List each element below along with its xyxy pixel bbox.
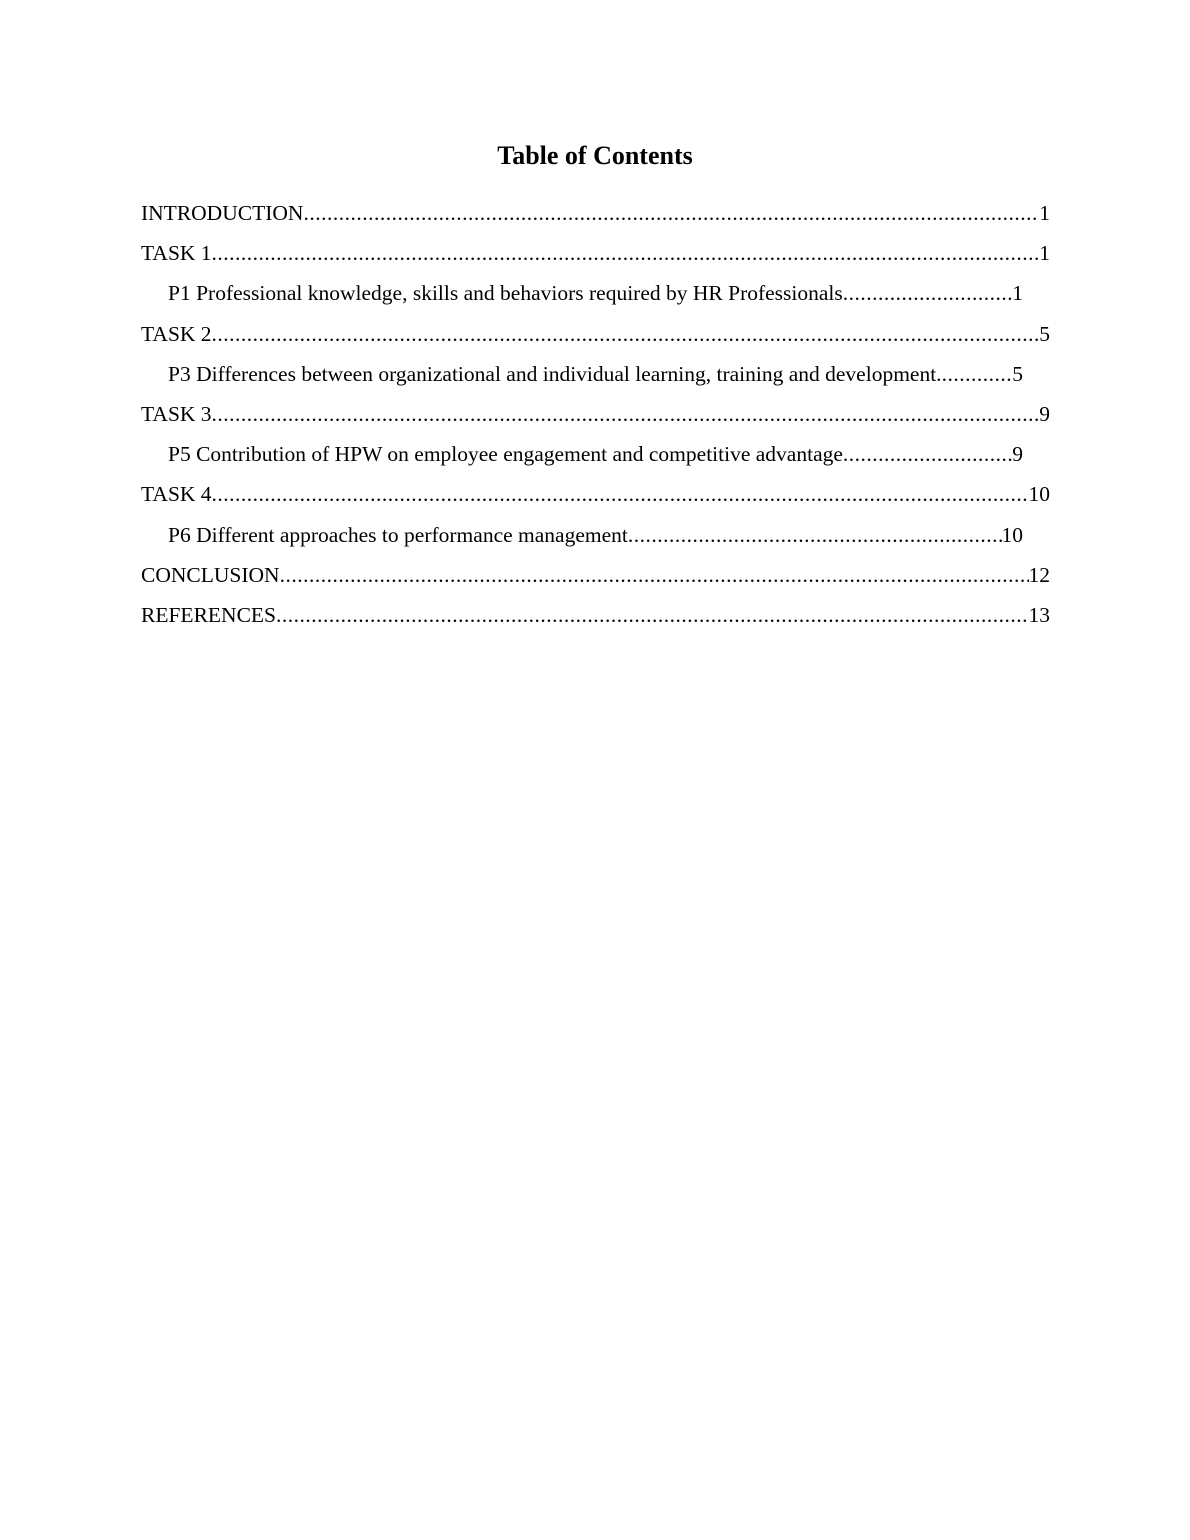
toc-dot-leader bbox=[276, 599, 1029, 631]
toc-entry-p1[interactable] bbox=[168, 277, 1023, 317]
toc-dot-leader bbox=[628, 519, 1002, 551]
toc-entry-label: TASK 1 bbox=[141, 241, 212, 266]
toc-entry-label: REFERENCES bbox=[141, 602, 276, 627]
toc-entry-task-2[interactable] bbox=[141, 318, 1050, 358]
toc-page-number: 9 bbox=[1012, 442, 1023, 467]
toc-dot-leader bbox=[212, 478, 1029, 510]
toc-entry-p6[interactable] bbox=[168, 519, 1023, 559]
toc-dot-leader bbox=[843, 277, 1012, 309]
toc-entry-label: TASK 2 bbox=[141, 321, 212, 346]
toc-entry-task-4[interactable] bbox=[141, 478, 1050, 518]
toc-dot-leader bbox=[212, 398, 1040, 430]
toc-entry-references[interactable] bbox=[141, 599, 1050, 639]
toc-entry-label: CONCLUSION bbox=[141, 562, 280, 587]
toc-dot-leader bbox=[212, 318, 1040, 350]
toc-dot-leader bbox=[942, 358, 1013, 390]
toc-list bbox=[141, 197, 1050, 639]
toc-entry-label: P1 Professional knowledge, skills and behaviors required by HR Professionals bbox=[168, 281, 843, 306]
toc-entry-introduction[interactable] bbox=[141, 197, 1050, 237]
toc-page-number: 1 bbox=[1039, 201, 1050, 225]
toc-dot-leader bbox=[303, 197, 1039, 229]
toc-entry-p5[interactable] bbox=[168, 438, 1023, 478]
toc-entry-p3[interactable] bbox=[168, 358, 1023, 398]
toc-page-number: 5 bbox=[1012, 361, 1023, 386]
toc-entry-label: INTRODUCTION bbox=[141, 201, 304, 225]
toc-dot-leader bbox=[280, 559, 1029, 591]
toc-entry-label: P6 Different approaches to performance management bbox=[168, 522, 628, 547]
toc-title: Table of Contents bbox=[497, 141, 693, 170]
toc-entry-label: P5 Contribution of HPW on employee engagement and competitive advantage bbox=[168, 442, 843, 467]
toc-page-number: 1 bbox=[1039, 241, 1050, 266]
toc-page-number: 10 bbox=[1028, 482, 1050, 507]
toc-dot-leader bbox=[843, 438, 1012, 470]
toc-entry-conclusion[interactable] bbox=[141, 559, 1050, 599]
toc-entry-task-3[interactable] bbox=[141, 398, 1050, 438]
toc-dot-leader bbox=[212, 237, 1040, 269]
toc-entry-task-1[interactable] bbox=[141, 237, 1050, 277]
toc-entry-label: P3 Differences between organizational and individual learning, training and development. bbox=[168, 361, 942, 386]
toc-entry-label: TASK 3 bbox=[141, 401, 212, 426]
toc-page-number: 9 bbox=[1039, 401, 1050, 426]
toc-entry-label: TASK 4 bbox=[141, 482, 212, 507]
toc-page-number: 13 bbox=[1028, 602, 1050, 627]
toc-page-number: 1 bbox=[1012, 281, 1023, 306]
toc-page-number: 5 bbox=[1039, 321, 1050, 346]
toc-page-number: 12 bbox=[1028, 562, 1050, 587]
toc-page-number: 10 bbox=[1001, 522, 1023, 547]
